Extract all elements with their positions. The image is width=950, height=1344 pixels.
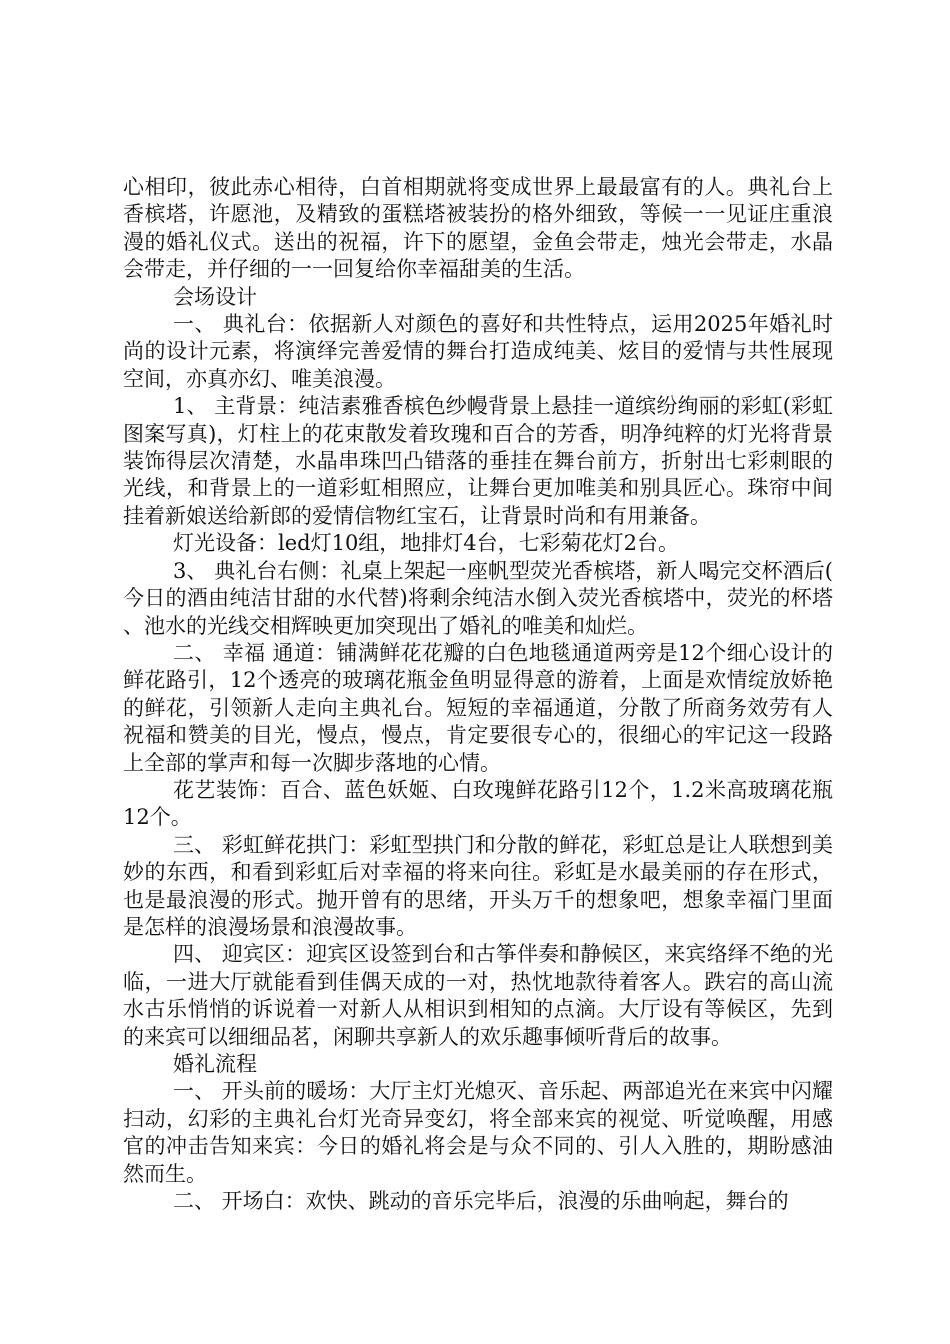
paragraph-continuation: 心相印，彼此赤心相待，白首相期就将变成世界上最最富有的人。典礼台上香槟塔，许愿池，及精致的蛋糕塔被装扮的格外细致，等候一一见证庄重浪漫的婚礼仪式。送出的祝福，许下的愿望，金鱼会带走，烛光会带走，水晶会带走，并仔细的一一回复给你幸福甜美的生活。 (123, 175, 833, 282)
paragraph-reception-area: 四、 迎宾区：迎宾区设签到台和古筝伴奏和静候区，来宾络绎不绝的光临，一进大厅就能看到佳偶天成的一对，热忱地款待着客人。跌宕的高山流水古乐悄悄的诉说着一对新人从相识到相知的点滴。大厅设有等候区，先到的来宾可以细细品茗，闲聊共享新人的欢乐趣事倾听背后的故事。 (123, 942, 833, 1049)
paragraph-rainbow-arch: 三、 彩虹鲜花拱门：彩虹型拱门和分散的鲜花，彩虹总是让人联想到美妙的东西，和看到彩虹后对幸福的将来向往。彩虹是水最美丽的存在形式，也是最浪漫的形式。抛开曾有的思绪，开头万千的想象吧，想象幸福门里面是怎样的浪漫场景和浪漫故事。 (123, 832, 833, 939)
document-body (123, 174, 833, 1215)
paragraph-opening-remarks: 二、 开场白：欢快、跳动的音乐完毕后，浪漫的乐曲响起，舞台的 (173, 1189, 789, 1214)
section-heading-wedding-flow: 婚礼流程 (173, 1052, 257, 1076)
paragraph-lighting-equipment: 灯光设备：led灯10组，地排灯4台，七彩菊花灯2台。 (173, 531, 680, 556)
section-heading-venue-design: 会场设计 (173, 284, 257, 309)
paragraph-happiness-aisle: 二、 幸福 通道：铺满鲜花花瓣的白色地毯通道两旁是12个细心设计的鲜花路引，12个透亮的玻璃花瓶金鱼明显得意的游着，上面是欢情绽放娇艳的鲜花，引领新人走向主典礼台。短短的幸福通道，分散了所商务效劳有人祝福和赞美的目光，慢点，慢点，肯定要很专心的，很细心的牢记这一段路上全部的掌声和每一次脚步落地的心情。 (123, 640, 833, 775)
paragraph-stage-right-side: 3、 典礼台右侧：礼桌上架起一座帆型荧光香槟塔，新人喝完交杯酒后(今日的酒由纯洁甘甜的水代替)将剩余纯洁水倒入荧光香槟塔中，荧光的杯塔、池水的光线交相辉映更加突现出了婚礼的唯美和灿烂。 (123, 558, 833, 638)
paragraph-warm-up: 一、 开头前的暖场：大厅主灯光熄灭、音乐起、两部追光在来宾中闪耀扫动，幻彩的主典礼台灯光奇异变幻，将全部来宾的视觉、听觉唤醒，用感官的冲击告知来宾：今日的婚礼将会是与众不同的、引人入胜的，期盼感油然而生。 (123, 1079, 833, 1186)
paragraph-ceremony-stage: 一、 典礼台：依据新人对颜色的喜好和共性特点，运用2025年婚礼时尚的设计元素，将演绎完善爱情的舞台打造成纯美、炫目的爱情与共性展现空间，亦真亦幻、唯美浪漫。 (123, 312, 833, 391)
paragraph-floral-decoration: 花艺装饰：百合、蓝色妖姬、白玫瑰鲜花路引12个，1.2米高玻璃花瓶12个。 (123, 777, 833, 830)
paragraph-main-backdrop: 1、 主背景：纯洁素雅香槟色纱幔背景上悬挂一道缤纷绚丽的彩虹(彩虹图案写真)，灯柱上的花束散发着玫瑰和百合的芳香，明净纯粹的灯光将背景装饰得层次清楚，水晶串珠凹凸错落的垂挂在舞台前方，折射出七彩刺眼的光线，和背景上的一道彩虹相照应，让舞台更加唯美和别具匠心。珠帘中间挂着新娘送给新郎的爱情信物红宝石，让背景时尚和有用兼备。 (123, 394, 833, 528)
